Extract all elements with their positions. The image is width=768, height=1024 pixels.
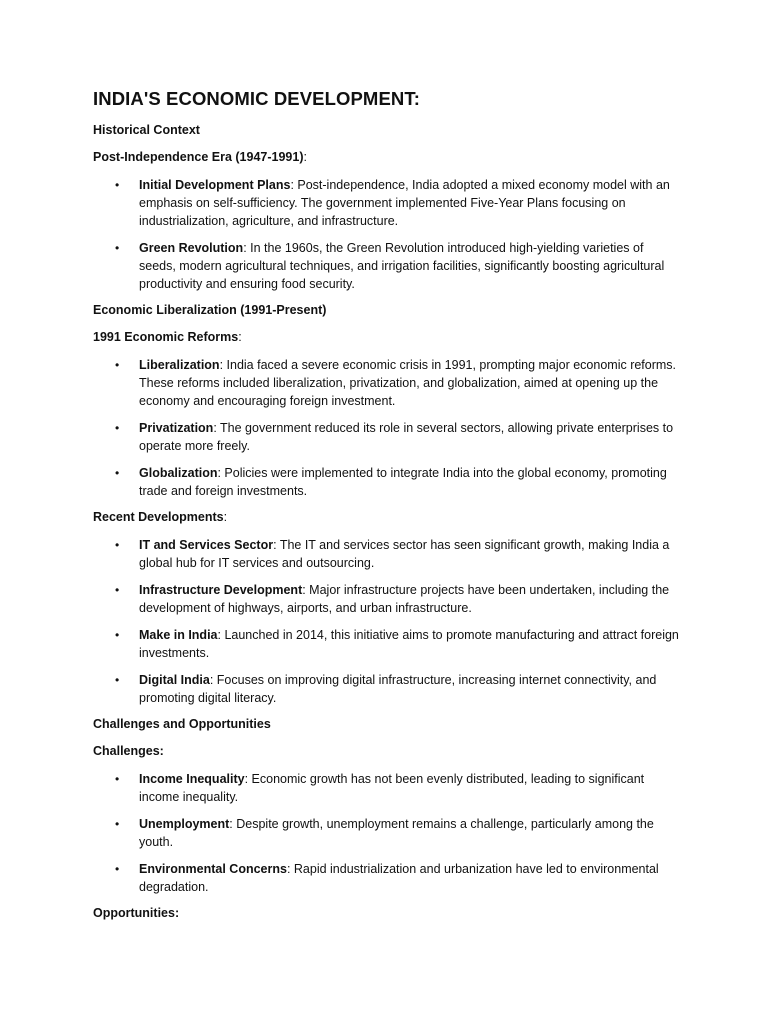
bullet-icon: • xyxy=(115,628,120,642)
document-page xyxy=(93,88,683,932)
list-item xyxy=(93,860,683,896)
bullet-list xyxy=(93,536,683,707)
bullet-icon: • xyxy=(115,178,120,192)
section-heading: Historical Context xyxy=(93,123,200,137)
list-item xyxy=(93,176,683,230)
list-item-text: : Rapid industrialization and urbanization have led to environmental degradation. xyxy=(139,862,659,894)
list-item xyxy=(93,239,683,293)
list-item xyxy=(93,671,683,707)
bullet-icon: • xyxy=(115,241,120,255)
list-item-term: Make in India xyxy=(139,628,218,642)
list-item-term: Unemployment xyxy=(139,817,230,831)
list-item-term: Income Inequality xyxy=(139,772,245,786)
list-item xyxy=(93,815,683,851)
list-item-text: : Despite growth, unemployment remains a challenge, particularly among the youth. xyxy=(139,817,654,849)
section-heading: Economic Liberalization (1991-Present) xyxy=(93,303,327,317)
bullet-icon: • xyxy=(115,772,120,786)
list-item-term: Globalization xyxy=(139,466,218,480)
list-item xyxy=(93,626,683,662)
list-item xyxy=(93,356,683,410)
list-item-text: : In the 1960s, the Green Revolution introduced high-yielding varieties of seeds, modern agricultural techniques, and irrigation facilities, significantly boosting agricultural productivity and ensuring food security. xyxy=(139,241,665,291)
bullet-icon: • xyxy=(115,358,120,372)
subsection-heading-suffix: : xyxy=(303,150,307,164)
list-item-text: : Post-independence, India adopted a mixed economy model with an emphasis on self-sufficiency. The government implemented Five-Year Plans focusing on industrialization, agriculture, and infrastructure. xyxy=(139,178,670,228)
subsection-heading-bold: Opportunities: xyxy=(93,906,180,920)
subsection-heading-bold: Post-Independence Era (1947-1991) xyxy=(93,150,304,164)
subsection-heading xyxy=(93,743,683,759)
subsection-heading-bold: 1991 Economic Reforms xyxy=(93,330,239,344)
bullet-list xyxy=(93,770,683,896)
list-item-term: Liberalization xyxy=(139,358,220,372)
list-item-term: Infrastructure Development xyxy=(139,583,303,597)
list-item-text: : The IT and services sector has seen significant growth, making India a global hub for IT services and outsourcing. xyxy=(139,538,670,570)
subsection-heading xyxy=(93,905,683,921)
list-item-term: Green Revolution xyxy=(139,241,244,255)
subsection-heading xyxy=(93,509,683,525)
bullet-list xyxy=(93,176,683,293)
list-item-text: : Economic growth has not been evenly distributed, leading to significant income inequality. xyxy=(139,772,645,804)
list-item-term: Initial Development Plans xyxy=(139,178,291,192)
bullet-icon: • xyxy=(115,466,120,480)
list-item-text: : Launched in 2014, this initiative aims to promote manufacturing and attract foreign investments. xyxy=(139,628,679,660)
subsection-heading xyxy=(93,329,683,345)
document-body xyxy=(93,122,683,921)
bullet-icon: • xyxy=(115,817,120,831)
subsection-heading-suffix: : xyxy=(238,330,242,344)
list-item-text: : The government reduced its role in several sectors, allowing private enterprises to operate more freely. xyxy=(139,421,674,453)
list-item-text: : Focuses on improving digital infrastructure, increasing internet connectivity, and promoting digital literacy. xyxy=(139,673,657,705)
bullet-icon: • xyxy=(115,862,120,876)
subsection-heading xyxy=(93,149,683,165)
bullet-icon: • xyxy=(115,583,120,597)
list-item xyxy=(93,464,683,500)
subsection-heading-suffix: : xyxy=(223,510,228,524)
document-title: INDIA'S ECONOMIC DEVELOPMENT: xyxy=(93,88,420,109)
list-item-text: : Policies were implemented to integrate India into the global economy, promoting trade and foreign investments. xyxy=(139,466,667,498)
list-item xyxy=(93,419,683,455)
bullet-icon: • xyxy=(115,673,120,687)
bullet-icon: • xyxy=(115,421,120,435)
list-item-text: : Major infrastructure projects have been undertaken, including the development of highways, airports, and urban infrastructure. xyxy=(139,583,670,615)
subsection-heading-bold: Challenges: xyxy=(93,744,164,758)
list-item-term: IT and Services Sector xyxy=(139,538,274,552)
list-item-term: Environmental Concerns xyxy=(139,862,287,876)
section-heading: Challenges and Opportunities xyxy=(93,717,271,731)
bullet-icon: • xyxy=(115,538,120,552)
list-item xyxy=(93,581,683,617)
list-item xyxy=(93,770,683,806)
bullet-list xyxy=(93,356,683,500)
list-item-term: Privatization xyxy=(139,421,214,435)
list-item-text: : India faced a severe economic crisis in 1991, prompting major economic reforms. These reforms included liberalization, privatization, and globalization, aimed at opening up the economy and encouraging foreign investment. xyxy=(139,358,677,408)
list-item xyxy=(93,536,683,572)
list-item-term: Digital India xyxy=(139,673,210,687)
subsection-heading-bold: Recent Developments xyxy=(93,510,224,524)
